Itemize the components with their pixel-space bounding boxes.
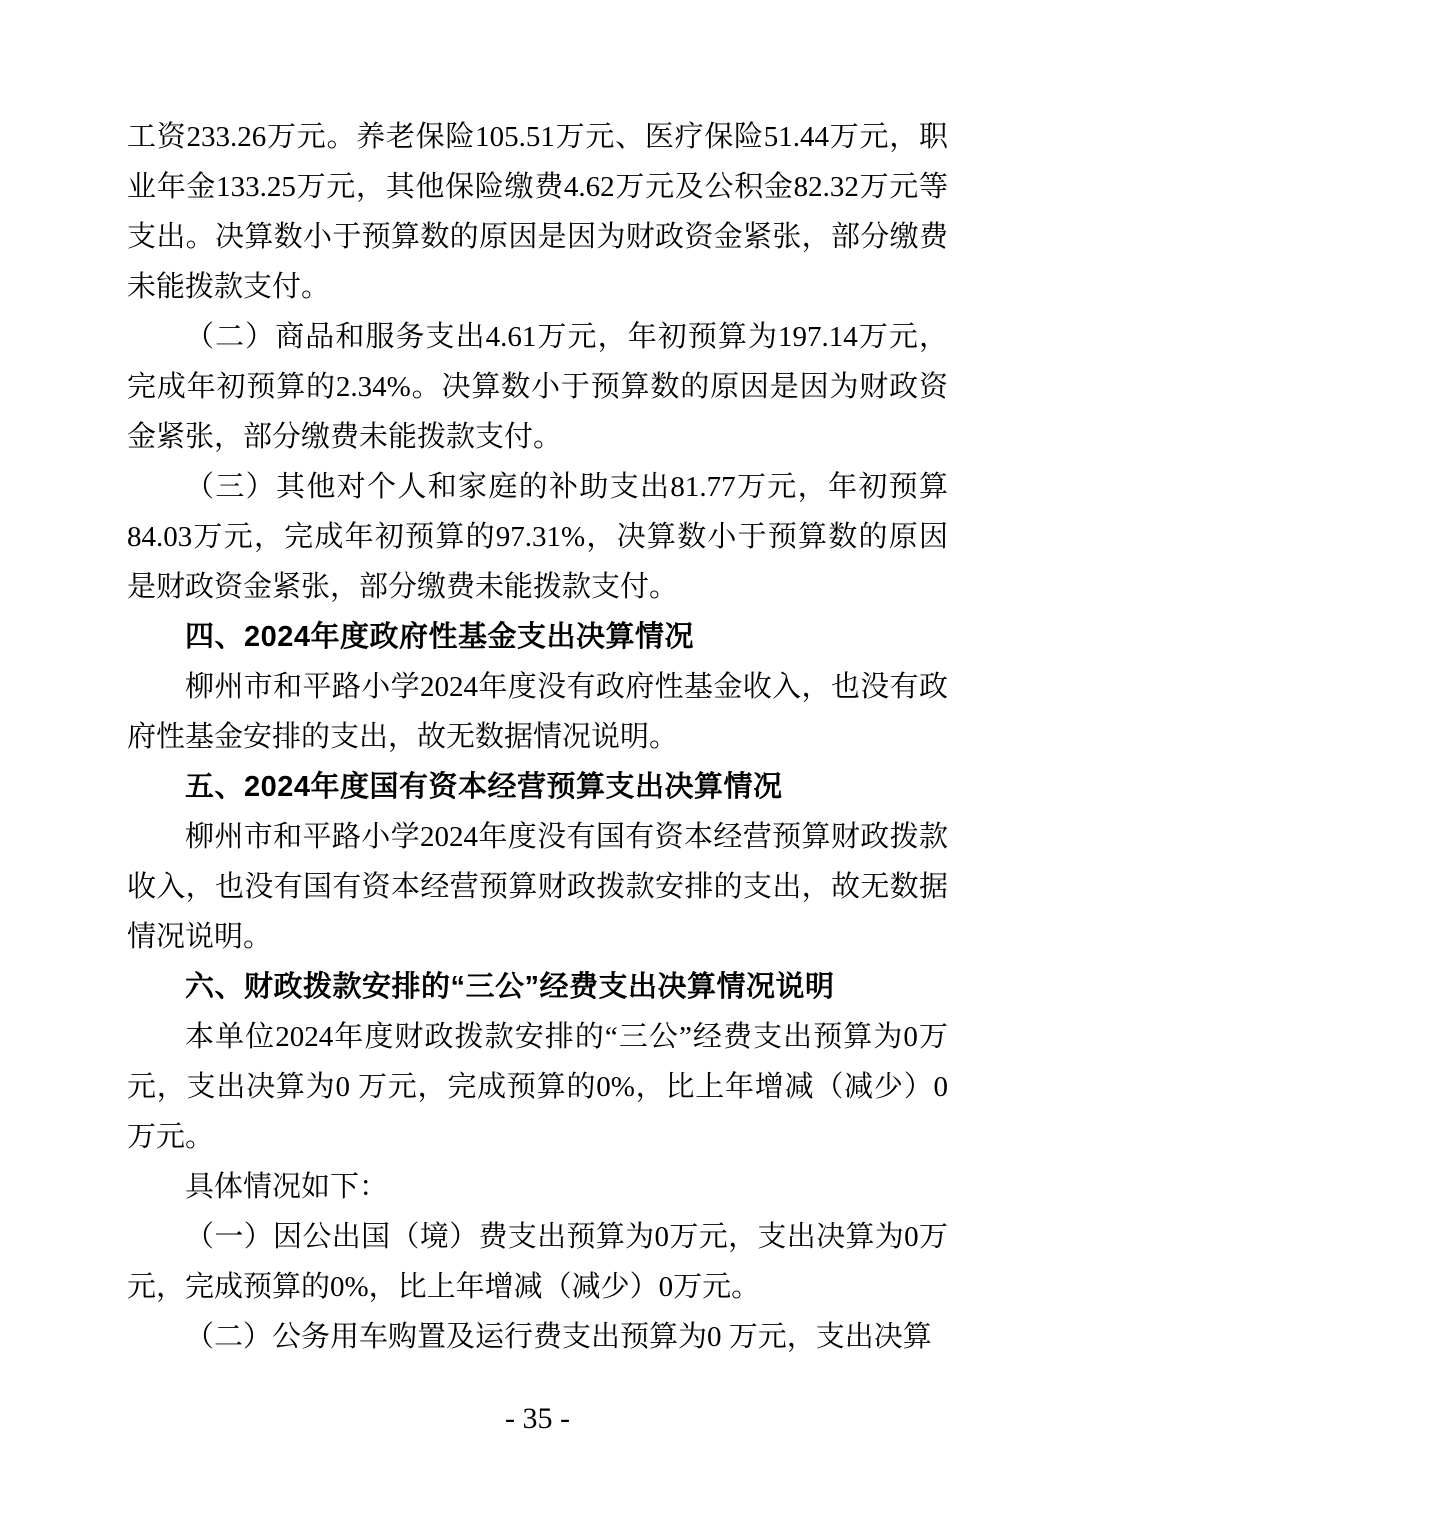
heading-section-4-government-fund: 四、2024年度政府性基金支出决算情况 bbox=[185, 621, 695, 653]
paragraph-government-fund-statement: 柳州市和平路小学2024年度没有政府性基金收入，也没有政府性基金安排的支出，故无数据情况说明。 bbox=[127, 671, 948, 753]
paragraph-overseas-trips-expense: （一）因公出国（境）费支出预算为0万元，支出决算为0万元，完成预算的0%，比上年增减（减少）0万元。 bbox=[127, 1221, 948, 1303]
paragraph-three-public-expenses-summary: 本单位2024年度财政拨款安排的“三公”经费支出预算为0万元，支出决算为0 万元，完成预算的0%，比上年增减（减少）0 万元。 bbox=[127, 1021, 948, 1153]
document-body bbox=[127, 112, 948, 1362]
paragraph-individual-family-subsidy-expenditure: （三）其他对个人和家庭的补助支出81.77万元，年初预算84.03万元，完成年初预算的97.31%，决算数小于预算数的原因是财政资金紧张，部分缴费未能拨款支付。 bbox=[127, 471, 948, 603]
paragraph-state-capital-budget-statement: 柳州市和平路小学2024年度没有国有资本经营预算财政拨款收入，也没有国有资本经营预算财政拨款安排的支出，故无数据情况说明。 bbox=[127, 821, 948, 953]
page-number: - 35 - bbox=[505, 1402, 570, 1435]
paragraph-official-vehicles-expense: （二）公务用车购置及运行费支出预算为0 万元，支出决算 bbox=[185, 1321, 932, 1353]
heading-section-5-state-capital-budget: 五、2024年度国有资本经营预算支出决算情况 bbox=[185, 771, 783, 803]
paragraph-details-intro: 具体情况如下： bbox=[185, 1171, 389, 1203]
heading-section-6-three-public-expenses: 六、财政拨款安排的“三公”经费支出决算情况说明 bbox=[185, 971, 835, 1003]
paragraph-goods-and-services-expenditure: （二）商品和服务支出4.61万元，年初预算为197.14万元，完成年初预算的2.34%。决算数小于预算数的原因是因为财政资金紧张，部分缴费未能拨款支付。 bbox=[127, 321, 948, 453]
paragraph-basic-expenditure-continued: 工资233.26万元。养老保险105.51万元、医疗保险51.44万元，职业年金133.25万元，其他保险缴费4.62万元及公积金82.32万元等支出。决算数小于预算数的原因是因为财政资金紧张，部分缴费未能拨款支付。 bbox=[127, 121, 948, 303]
